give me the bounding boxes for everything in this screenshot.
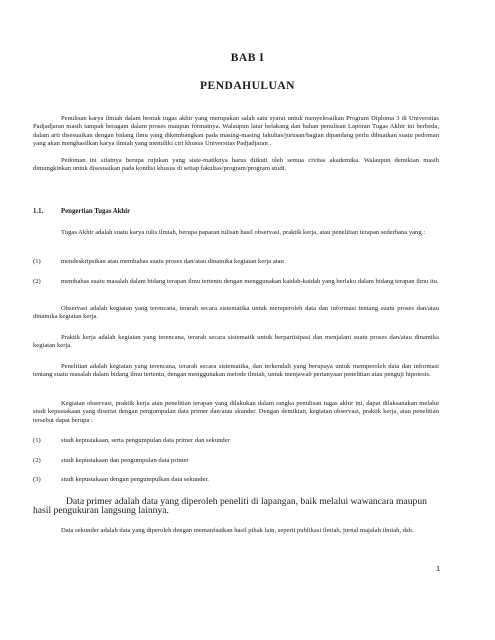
- list-item-number: (1): [33, 258, 41, 265]
- paragraph-observasi: Observasi adalah kegiatan yang terencana, terarah secara sistematika untuk memperoleh data dan informasi tentang suatu proses dan/atau dinamika kegiatan kerja.: [33, 305, 439, 321]
- list-item-number: (2): [33, 457, 41, 464]
- list-item-text: studi kepustakaan dengan pengumpulkan data sekunder.: [61, 476, 209, 483]
- paragraph-data-sekunder: Data sekunder adalah data yang diperoleh dengan memanfaatkan hasil pihak lain, seperti publikasi ilmiah, jurnal majalah ilmiah, dsb.: [61, 527, 414, 534]
- paragraph-kegiatan: Kegiatan observasi, praktik kerja atau penelitian terapan yang dilakukan dalam rangka penulisan tugas akhir ini, dapat dilaksanakan melalui studi kepustakaan yang disertai dengan pengumpulan data primer dan/atau skunder. Dengan demikian, kegiatan observasi, praktik kerja, atau penelitian tersebut dapat berupa :: [33, 400, 439, 424]
- section-title: Pengertian Tugas Akhir: [61, 208, 131, 215]
- section-heading: [33, 208, 130, 215]
- list-item-number: (2): [33, 278, 41, 285]
- list-item: [33, 437, 439, 446]
- list-item: [33, 476, 439, 485]
- chapter-number: BAB I: [230, 52, 265, 64]
- intro-paragraph-2: Pedoman ini sifatnya berupa rujukan yang siste-matiknya harus diikuti oleh semua civitas akademika. Walaupun demikian masih dimungkinkan untuk disesuaikan pada kondisi khusus di setiap fakultas/program/program studi.: [33, 157, 439, 173]
- section-number: 1.1.: [33, 208, 44, 215]
- paragraph-penelitian: Penelitian adalah kegiatan yang terencana, terarah secara sistematika, dan terkendali yang berupaya untuk memperoleh data dan informasi tentang suatu masalah dalam bidang ilmu tertentu, dengan menggunakan metode ilmiah, untuk menjawab pertanyaan penelitian atau penguji hipotesis.: [33, 363, 439, 379]
- intro-paragraph-1: Penulisan karya ilmiah dalam bentuk tugas akhir yang merupakan salah satu syarat untuk menyelesaikan Program Diploma 3 di Universitas Padjadjaran masih tampak beragam dalam proses maupun formatnya. Walaupun latar belakang dan bahan penulisan Laporan Tugas Akhir ini berbeda, dalam arti disesuaikan dengan bidang ilmu yang dikembangkan pada masing-masing fakultas/jurusan/bagian dipandang perlu dibuatkan suatu pedoman yang akan menghasilkan karya ilmiah yang memiliki ciri khusus Universitas Padjadjaran .: [33, 115, 439, 147]
- list-item-number: (1): [33, 437, 41, 444]
- list-item: [33, 457, 439, 466]
- list-item-text: mendeskripsikan atau membahas suatu proses dan/atau dinamika kegiatan kerja atau: [61, 258, 284, 265]
- list-item-text: membahas suatu masalah dalam bidang terapan ilmu tertentu dengan menggunakan kaidah-kaidah yang berlaku dalam bidang terapan ilmu itu.: [61, 278, 439, 285]
- section-paragraph-tugas-akhir: Tugas Akhir adalah suatu karya tulis ilmiah, berupa paparan tulisan hasil observasi, praktik kerja, atau penelitian terapan sederhana yang :: [61, 229, 426, 236]
- list-item: [33, 258, 439, 267]
- list-item: [33, 278, 439, 296]
- chapter-title: PENDAHULUAN: [200, 80, 295, 92]
- paragraph-data-primer: Data primer adalah data yang diperoleh peneliti di lapangan, baik melalui wawancara maupun hasil pengukuran langsung lainnya.: [33, 496, 427, 517]
- paragraph-praktik-kerja: Praktik kerja adalah kegiatan yang terencana, terarah secara sistematik untuk berpartisipasi dan menjalani suatu proses dan/atau dinamika kegiatan kerja.: [33, 334, 439, 350]
- list-item-text: studi kepustakaan, serta pengumpulan data primer dan sekunder: [61, 437, 230, 444]
- list-item-text: studi kepustakaan dan pengumpulan data primer: [61, 457, 189, 464]
- page-number: 1: [436, 564, 441, 573]
- list-item-number: (3): [33, 476, 41, 483]
